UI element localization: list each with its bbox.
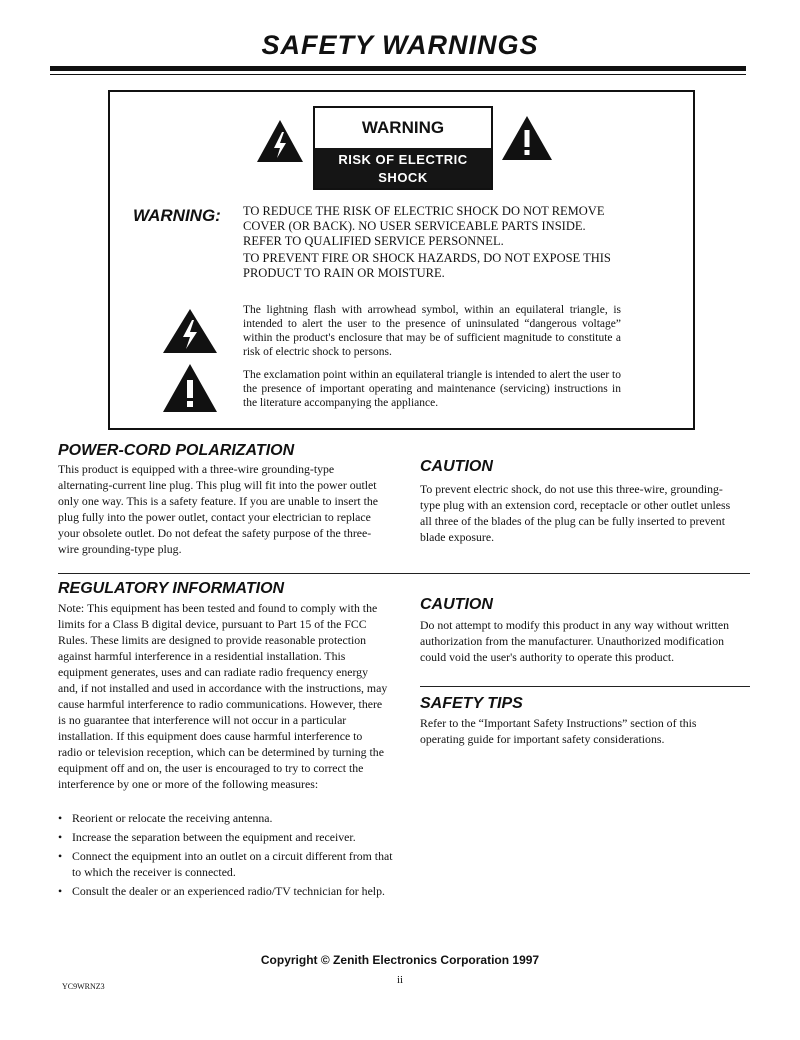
exclamation-symbol-icon: [161, 362, 219, 414]
label-risk-line2: DO NOT OPEN: [354, 188, 452, 203]
label-risk-text: [315, 148, 491, 203]
caution-heading-1: CAUTION: [420, 458, 493, 475]
regulatory-text: Note: This equipment has been tested and found to comply with the limits for a Class B digital device, pursuant to Part 15 of the FCC Rules. These limits are designed to provide reasonable protection against harmful interference in a residential installation. This equipment generates, uses and can radiate radio frequency energy and, if not installed and used in accordance with the instructions, may cause harmful interference to radio communications. However, there is no guarantee that interference will not occur in a particular installation. If this equipment does cause harmful interference to radio or television reception, which can be determined by turning the equipment off and on, the user is encouraged to try to correct the interference by one or more of the following measures:: [58, 601, 388, 791]
safety-tips-rule: [420, 686, 750, 687]
warning-paragraph-1: TO REDUCE THE RISK OF ELECTRIC SHOCK DO NOT REMOVE COVER (OR BACK). NO USER SERVICEABLE PARTS INSIDE. REFER TO QUALIFIED SERVICE PERSONNEL.: [243, 204, 605, 248]
exclamation-explanation: The exclamation point within an equilateral triangle is intended to alert the user to the presence of important operating and maintenance (servicing) instructions in the literature accompanying the appliance.: [243, 369, 621, 409]
label-warning-text: WARNING: [361, 118, 445, 137]
regulatory-heading: REGULATORY INFORMATION: [58, 580, 285, 597]
section-divider: [58, 573, 750, 574]
list-item: • Consult the dealer or an experienced radio/TV technician for help.: [58, 883, 393, 899]
lightning-symbol-icon: [161, 307, 219, 355]
caution-text-1: To prevent electric shock, do not use this three-wire, grounding-type plug with an extension cord, receptacle or other outlet unless all three of the blades of the plug can be fully inserted to prevent blade exposure.: [420, 482, 731, 544]
caution-heading-2: CAUTION: [420, 596, 493, 613]
power-cord-heading: POWER-CORD POLARIZATION: [58, 442, 295, 459]
copyright-notice: Copyright © Zenith Electronics Corporation 1997: [260, 953, 540, 967]
safety-tips-heading: SAFETY TIPS: [420, 695, 523, 712]
page-title: SAFETY WARNINGS: [261, 30, 539, 60]
caution-text-2: Do not attempt to modify this product in any way without written authorization from the manufacturer. Unauthorized modification could void the user's authority to operate this product.: [420, 618, 729, 664]
warning-paragraph-2: TO PREVENT FIRE OR SHOCK HAZARDS, DO NOT EXPOSE THIS PRODUCT TO RAIN OR MOISTURE.: [243, 251, 611, 280]
power-cord-text: This product is equipped with a three-wire grounding-type alternating-current line plug. This plug will fit into the power outlet only one way. This is a safety feature. If you are unable to insert the plug fully into the power outlet, contact your electrician to replace your obsolete outlet. Do not defeat the safety purpose of the three-wire grounding-type plug.: [58, 462, 379, 556]
page-number: ii: [396, 974, 404, 986]
title-rule-thin: [50, 74, 746, 75]
list-item: • Reorient or relocate the receiving antenna.: [58, 810, 393, 826]
warning-lead: WARNING:: [133, 206, 221, 225]
regulatory-measures-list: [58, 810, 393, 902]
document-code: YC9WRNZ3: [62, 982, 105, 991]
exclamation-triangle-icon: [500, 114, 554, 162]
label-risk-line1: RISK OF ELECTRIC SHOCK: [338, 152, 468, 185]
list-item: • Increase the separation between the equipment and receiver.: [58, 829, 393, 845]
lightning-explanation: The lightning flash with arrowhead symbol, within an equilateral triangle, is intended to alert the user to the presence of uninsulated “dangerous voltage” within the product's enclosure that may be of sufficient magnitude to constitute a risk of electric shock to persons.: [243, 304, 621, 358]
safety-tips-text: Refer to the “Important Safety Instructions” section of this operating guide for important safety considerations.: [420, 716, 697, 746]
lightning-triangle-icon: [255, 118, 305, 164]
shock-warning-label: [313, 106, 493, 203]
title-rule-thick: [50, 66, 746, 71]
list-item: • Connect the equipment into an outlet on a circuit different from that to which the receiver is connected.: [58, 848, 393, 880]
